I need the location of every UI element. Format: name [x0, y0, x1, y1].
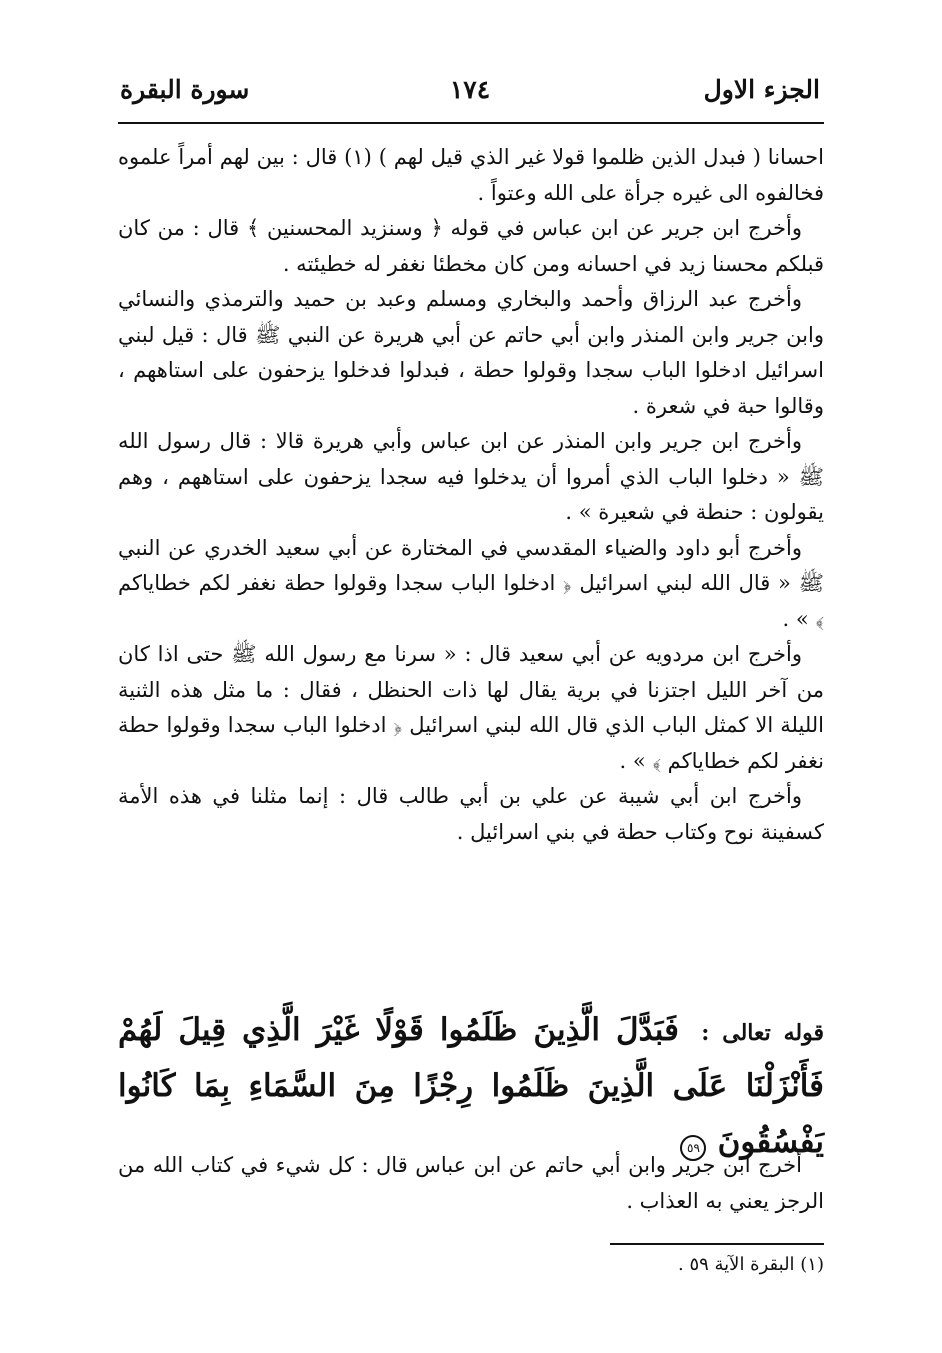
paragraph: وأخرج ابن أبي شيبة عن علي بن أبي طالب قال : إنما مثلنا في هذه الأمة كسفينة نوح وكتاب حطة في بني اسرائيل . [118, 784, 824, 844]
paragraph: وأخرج ابن جرير عن ابن عباس في قوله ﴿ وسنزيد المحسنين ﴾ قال : من كان قبلكم محسنا زيد في احسانه ومن كان مخطئا نغفر له خطيئته . [118, 216, 824, 276]
quran-verse-block [118, 1002, 824, 1170]
paragraph: وأخرج أبو داود والضياء المقدسي في المختارة عن أبي سعيد الخدري عن النبي ﷺ « قال الله لبني اسرائيل ﴿ ادخلوا الباب سجدا وقولوا حطة نغفر لكم خطاياكم ﴾ » . [118, 535, 824, 631]
surah-label: سورة البقرة [120, 75, 250, 104]
header-divider [118, 122, 824, 124]
ayah-number-marker: ٥٩ [680, 1135, 706, 1161]
paragraph: وأخرج ابن مردويه عن أبي سعيد قال : « سرنا مع رسول الله ﷺ حتى اذا كان من آخر الليل اجتزنا في برية يقال لها ذات الحنظل ، فقال : ما مثل هذه الثنية الليلة الا كمثل الباب الذي قال الله لبني اسرائيل ﴿ ادخلوا الباب سجدا وقولوا حطة نغفر لكم خطاياكم ﴾ » . [118, 642, 824, 773]
footnote: (١) البقرة الآية ٥٩ . [678, 1254, 824, 1275]
paragraph: وأخرج ابن جرير وابن المنذر عن ابن عباس وأبي هريرة قالا : قال رسول الله ﷺ « دخلوا الباب الذي أمروا أن يدخلوا فيه سجدا يزحفون على استاههم ، وهم يقولون : حنطة في شعيرة » . [118, 429, 824, 524]
volume-label: الجزء الاول [703, 75, 820, 104]
page-number: ١٧٤ [449, 75, 491, 104]
verse-text: فَبَدَّلَ الَّذِينَ ظَلَمُوا قَوْلًا غَيْرَ الَّذِي قِيلَ لَهُمْ فَأَنْزَلْنَا عَلَى الَّذِينَ ظَلَمُوا رِجْزًا مِنَ السَّمَاءِ بِمَا كَانُوا يَفْسُقُونَ [118, 1012, 824, 1160]
verse-intro: قوله تعالى : [701, 1020, 824, 1046]
footnote-divider [610, 1243, 824, 1245]
page-header [120, 70, 820, 120]
paragraph: وأخرج عبد الرزاق وأحمد والبخاري ومسلم وعبد بن حميد والترمذي والنسائي وابن جرير وابن المنذر وابن أبي حاتم عن أبي هريرة عن النبي ﷺ قال : قيل لبني اسرائيل ادخلوا الباب سجدا وقولوا حطة ، فبدلوا فدخلوا يزحفون على استاههم ، وقالوا حبة في شعرة . [118, 287, 824, 418]
main-text [118, 140, 824, 850]
commentary-paragraph: أخرج ابن جرير وابن أبي حاتم عن ابن عباس قال : كل شيء في كتاب الله من الرجز يعني به العذاب . [118, 1153, 824, 1213]
paragraph: احسانا ( فبدل الذين ظلموا قولا غير الذي قيل لهم ) (١) قال : بين لهم أمراً علموه فخالفوه الى غيره جرأة على الله وعتواً . [118, 145, 824, 205]
